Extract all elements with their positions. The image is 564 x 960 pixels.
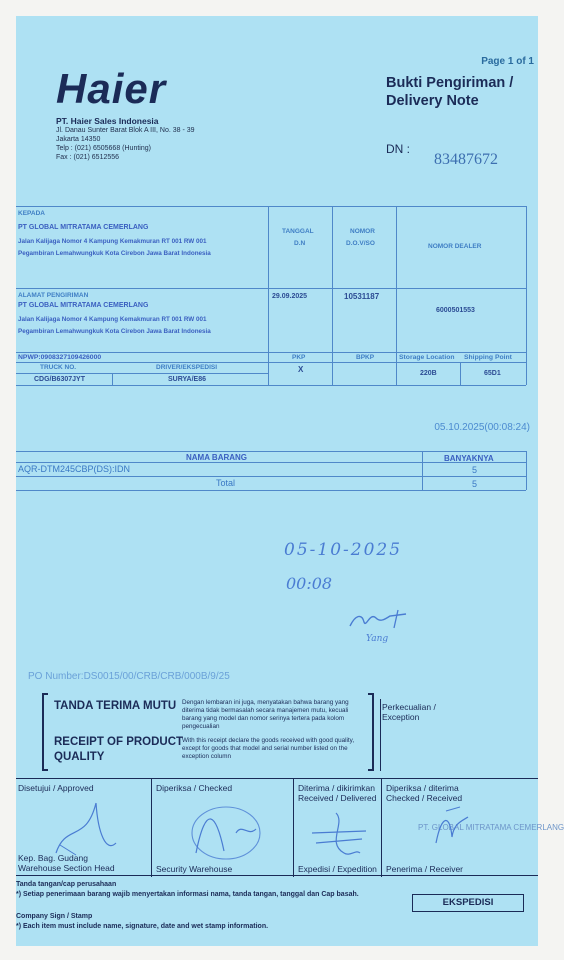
footer-id-title: Tanda tangan/cap perusahaan xyxy=(16,881,117,888)
expedition-signature-icon xyxy=(306,803,376,863)
delivered-line: Diterima / dikirimkan xyxy=(298,783,375,793)
page-number: Page 1 of 1 xyxy=(481,56,534,67)
handwritten-date: 05-10-2025 xyxy=(284,540,403,560)
npwp: NPWP:0908327109426000 xyxy=(18,354,102,361)
expedition-label: Expedisi / Expedition xyxy=(298,864,377,874)
receipt-title-line: QUALITY xyxy=(54,751,105,763)
nomor-value: 10531187 xyxy=(344,292,380,301)
pkp-value: X xyxy=(298,365,304,374)
delivered-line: Received / Delivered xyxy=(298,793,377,803)
address-line: Fax : (021) 6512556 xyxy=(56,154,120,161)
alamat-address-1: Jalan Kalijaga Nomor 4 Kampung Kemakmuran RT 001 RW 001 xyxy=(18,316,207,323)
company-address xyxy=(56,126,195,162)
nomor-sub: D.O.V/SO xyxy=(346,240,375,247)
alamat-address-2: Pegambiran Lemahwungkuk Kota Cirebon Jawa Barat Indonesia xyxy=(18,328,211,335)
security-label: Security Warehouse xyxy=(156,864,233,874)
print-timestamp: 05.10.2025(00:08:24) xyxy=(434,422,530,433)
exception-divider xyxy=(380,699,381,771)
handwritten-signature-icon xyxy=(346,606,416,636)
total-label: Total xyxy=(216,478,236,488)
bpkp-label: BPKP xyxy=(356,354,375,361)
exception-line: Perkecualian / xyxy=(382,702,436,712)
company-stamp: PT. GLOBAL MITRATAMA CEMERLANG xyxy=(418,823,564,832)
nomor-dealer-label: NOMOR DEALER xyxy=(428,243,482,250)
bracket-right xyxy=(368,693,374,771)
company-name: PT. Haier Sales Indonesia xyxy=(56,116,159,126)
po-number: PO Number:DS0015/00/CRB/CRB/000B/9/25 xyxy=(28,671,230,682)
truck-value: CDG/B6307JYT xyxy=(34,376,85,383)
alamat-name: PT GLOBAL MITRATAMA CEMERLANG xyxy=(18,302,149,309)
receipt-title xyxy=(54,735,183,765)
items-col-name: NAMA BARANG xyxy=(186,453,248,462)
footer-id-note: *) Setiap penerimaan barang wajib menyertakan informasi nama, tanda tangan, tanggal dan Cap basah. xyxy=(16,891,359,898)
receipt-text-id: Dengan lembaran ini juga, menyatakan bahwa barang yang diterima tidak bermasalah secara manajemen mutu, kecuali barang yang model dan nomor serinya tertera pada kolom pengecualian xyxy=(182,699,349,730)
receiver-label: Penerima / Receiver xyxy=(386,864,464,874)
warehouse-head-line: Warehouse Section Head xyxy=(18,863,115,873)
delivery-note-sheet xyxy=(16,16,564,946)
logo-text: Haier xyxy=(56,65,167,112)
received-line: Checked / Received xyxy=(386,793,463,803)
address-line: Jl. Danau Sunter Barat Blok A III, No. 38 - 39 xyxy=(56,127,195,134)
checked-signature-icon xyxy=(176,793,276,863)
ekspedisi-copy-label: EKSPEDISI xyxy=(412,894,524,912)
handwritten-time: 00:08 xyxy=(286,574,333,593)
kepada-name: PT GLOBAL MITRATAMA CEMERLANG xyxy=(18,224,149,231)
warehouse-head-label xyxy=(18,853,115,873)
received-line: Diperiksa / diterima xyxy=(386,783,459,793)
footer-en-title: Company Sign / Stamp xyxy=(16,913,93,920)
exception-label xyxy=(382,702,436,722)
items-col-qty: BANYAKNYA xyxy=(444,454,494,463)
item-name: AQR-DTM245CBP(DS):IDN xyxy=(18,464,131,474)
checked-label: Diperiksa / Checked xyxy=(156,783,233,793)
shipping-point-label: Shipping Point xyxy=(464,354,512,361)
received-label xyxy=(386,783,462,803)
storage-location-value: 220B xyxy=(420,370,437,377)
address-line: Telp : (021) 6505668 (Hunting) xyxy=(56,145,151,152)
handwritten-name: Yang xyxy=(366,634,389,644)
exception-line: Exception xyxy=(382,712,420,722)
receiver-signature-icon xyxy=(416,803,476,853)
tanda-terima-title: TANDA TERIMA MUTU xyxy=(54,700,177,712)
tanggal-value: 29.09.2025 xyxy=(272,293,308,300)
tanggal-sub: D.N xyxy=(294,240,306,247)
nomor-label: NOMOR xyxy=(350,228,375,235)
total-value: 5 xyxy=(472,479,478,489)
receipt-of-quality xyxy=(42,693,374,771)
shipping-point-value: 65D1 xyxy=(484,370,501,377)
document-title xyxy=(386,74,513,110)
approved-label: Disetujui / Approved xyxy=(18,783,94,793)
driver-value: SURYA/E86 xyxy=(168,376,207,383)
address-line: Jakarta 14350 xyxy=(56,136,101,143)
title-line: Bukti Pengiriman / xyxy=(386,75,514,91)
storage-location-label: Storage Location xyxy=(399,354,455,361)
kepada-address-2: Pegambiran Lemahwungkuk Kota Cirebon Jawa Barat Indonesia xyxy=(18,250,211,257)
tanggal-label: TANGGAL xyxy=(282,228,314,235)
driver-label: DRIVER/EKSPEDISI xyxy=(156,364,218,371)
signature-grid xyxy=(16,778,564,876)
item-qty: 5 xyxy=(472,465,478,475)
bracket-left xyxy=(42,693,48,771)
pkp-label: PKP xyxy=(292,354,306,361)
dn-number: 83487672 xyxy=(434,151,498,168)
truck-label: TRUCK NO. xyxy=(40,364,77,371)
delivered-label xyxy=(298,783,376,803)
dealer-value: 6000501553 xyxy=(436,307,475,314)
alamat-label: ALAMAT PENGIRIMAN xyxy=(18,292,89,299)
haier-logo xyxy=(56,65,167,112)
kepada-address-1: Jalan Kalijaga Nomor 4 Kampung Kemakmuran RT 001 RW 001 xyxy=(18,238,207,245)
title-line: Delivery Note xyxy=(386,93,479,109)
receipt-text-en: With this receipt declare the goods received with good quality, except for goods that model and serial number listed on the exception column xyxy=(182,737,355,760)
dn-label: DN : xyxy=(386,142,410,156)
receipt-title-line: RECEIPT OF PRODUCT xyxy=(54,736,184,748)
footer-en-note: *) Each item must include name, signature, date and wet stamp information. xyxy=(16,923,269,930)
kepada-label: KEPADA xyxy=(18,210,45,217)
warehouse-head-line: Kep. Bag. Gudang xyxy=(18,853,88,863)
